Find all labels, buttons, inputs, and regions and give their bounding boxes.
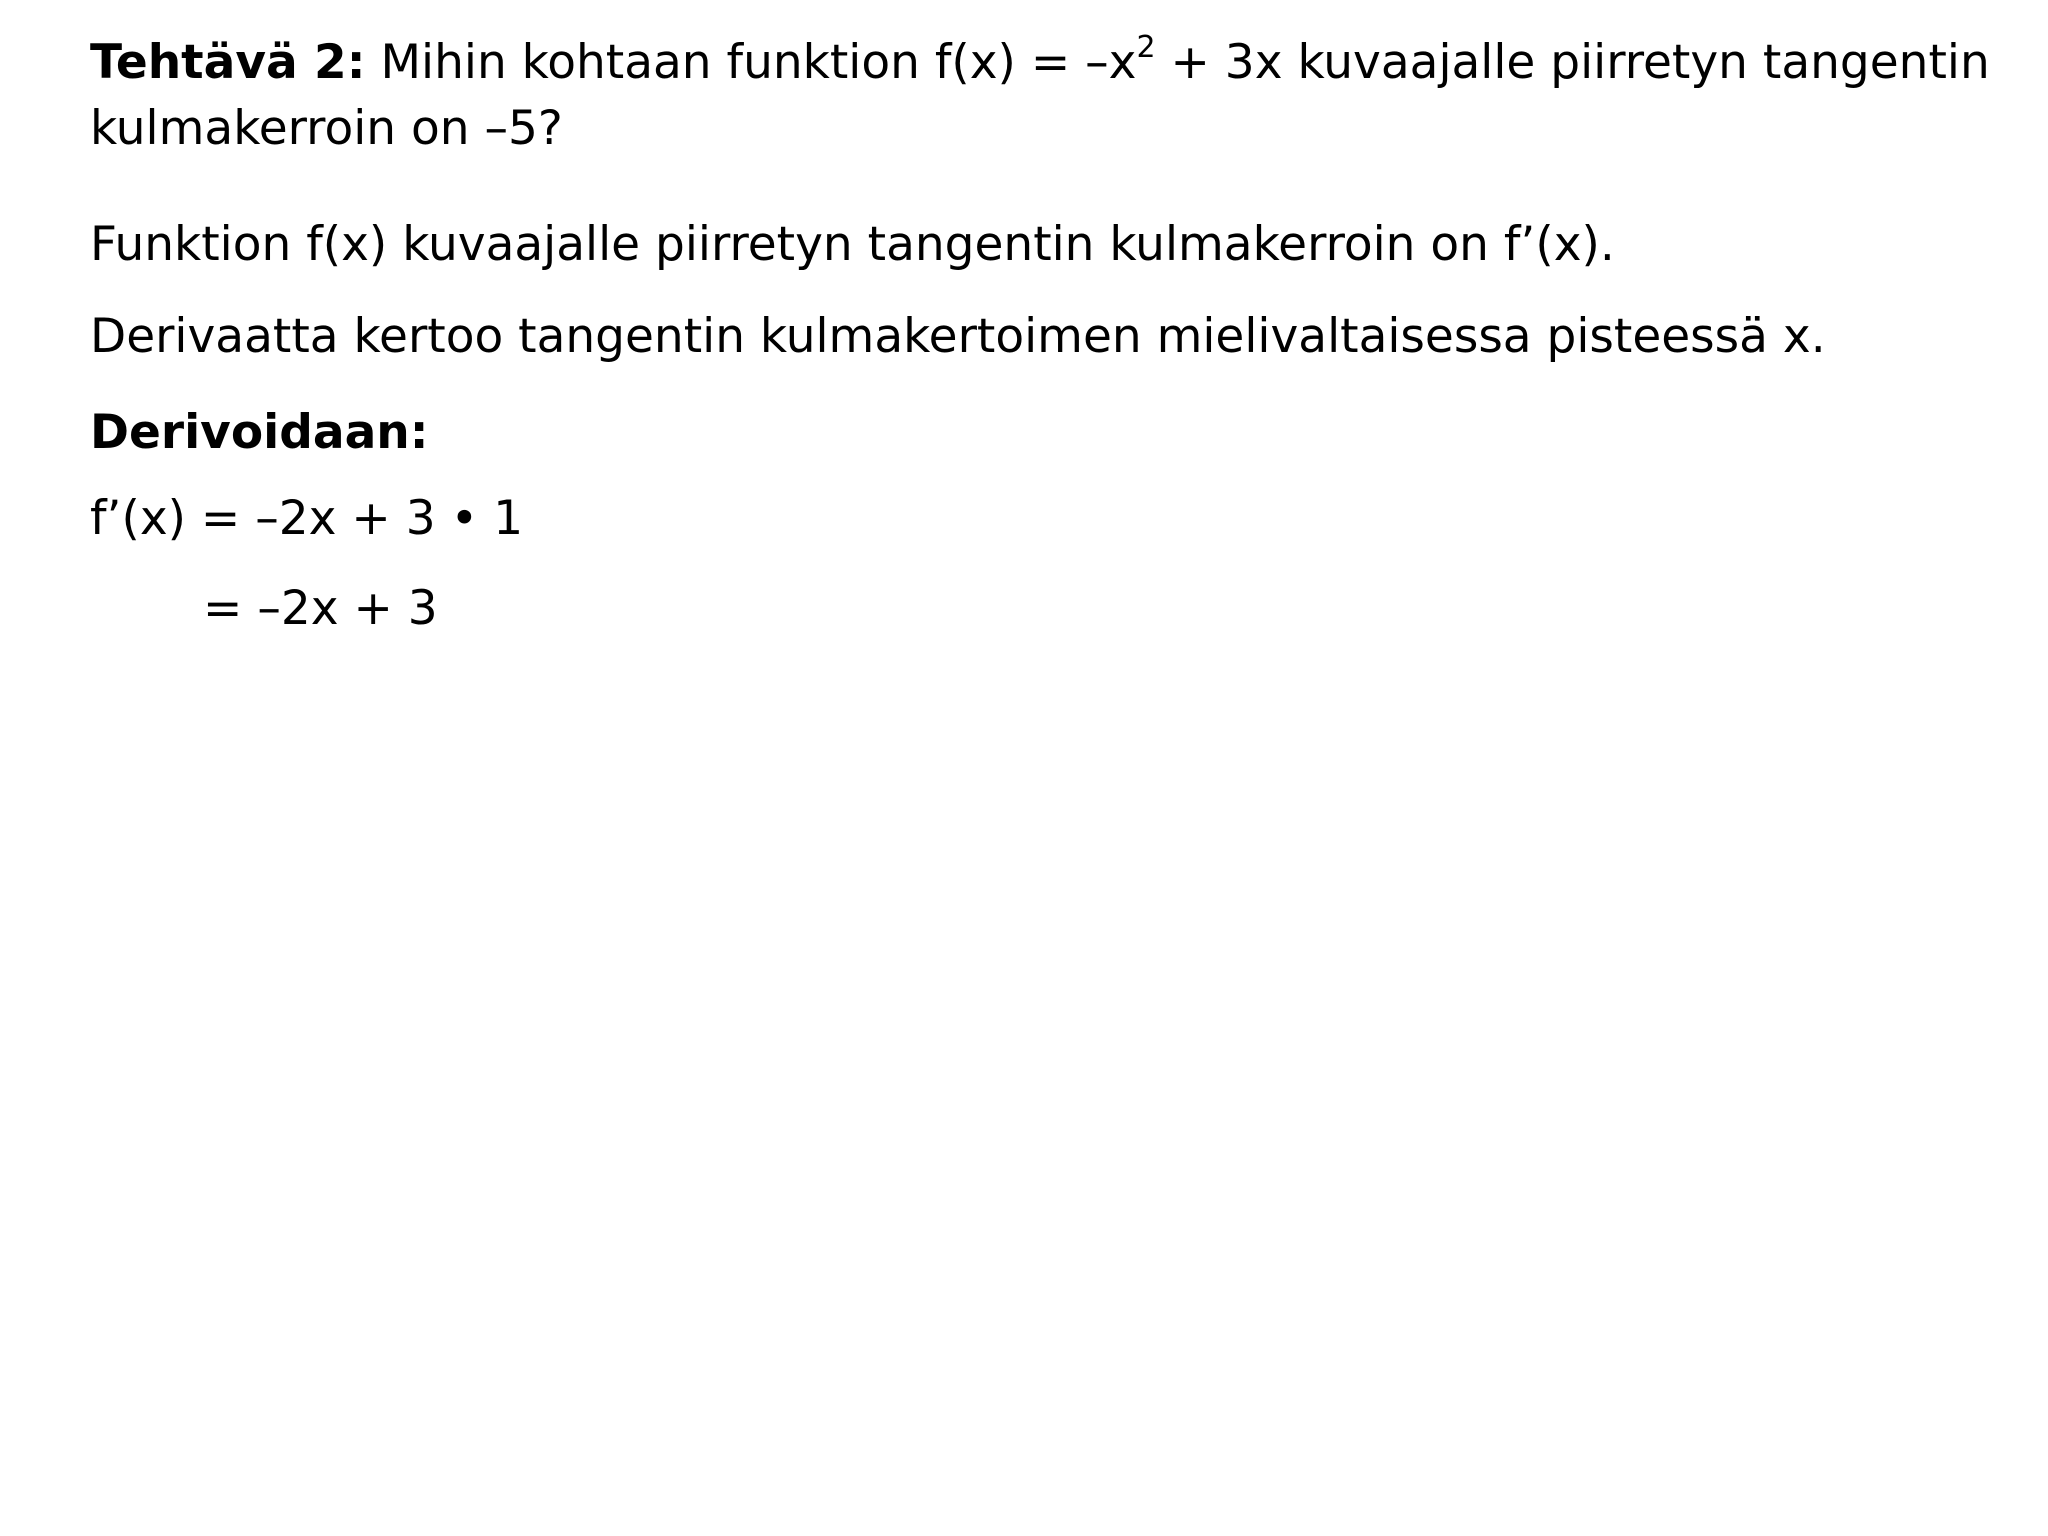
task-question-end: + 3x kuvaajalle piirretyn tangentin kulmakerroin on –5?	[90, 35, 1990, 156]
paragraph-tangent-slope: Funktion f(x) kuvaajalle piirretyn tangentin kulmakerroin on f’(x).	[90, 217, 1615, 272]
exponent: 2	[1136, 30, 1156, 66]
task-label: Tehtävä 2:	[90, 35, 366, 90]
slide-content	[90, 30, 1990, 642]
task-statement	[90, 30, 1990, 162]
derivative-step-2: = –2x + 3	[203, 581, 438, 636]
derivation-heading: Derivoidaan:	[90, 405, 429, 460]
task-question-start: Mihin kohtaan funktion f(x) = –x	[365, 35, 1137, 90]
paragraph-derivative-meaning: Derivaatta kertoo tangentin kulmakertoimen mielivaltaisessa pisteessä x.	[90, 309, 1826, 364]
derivative-step-1: f’(x) = –2x + 3 • 1	[90, 491, 524, 546]
